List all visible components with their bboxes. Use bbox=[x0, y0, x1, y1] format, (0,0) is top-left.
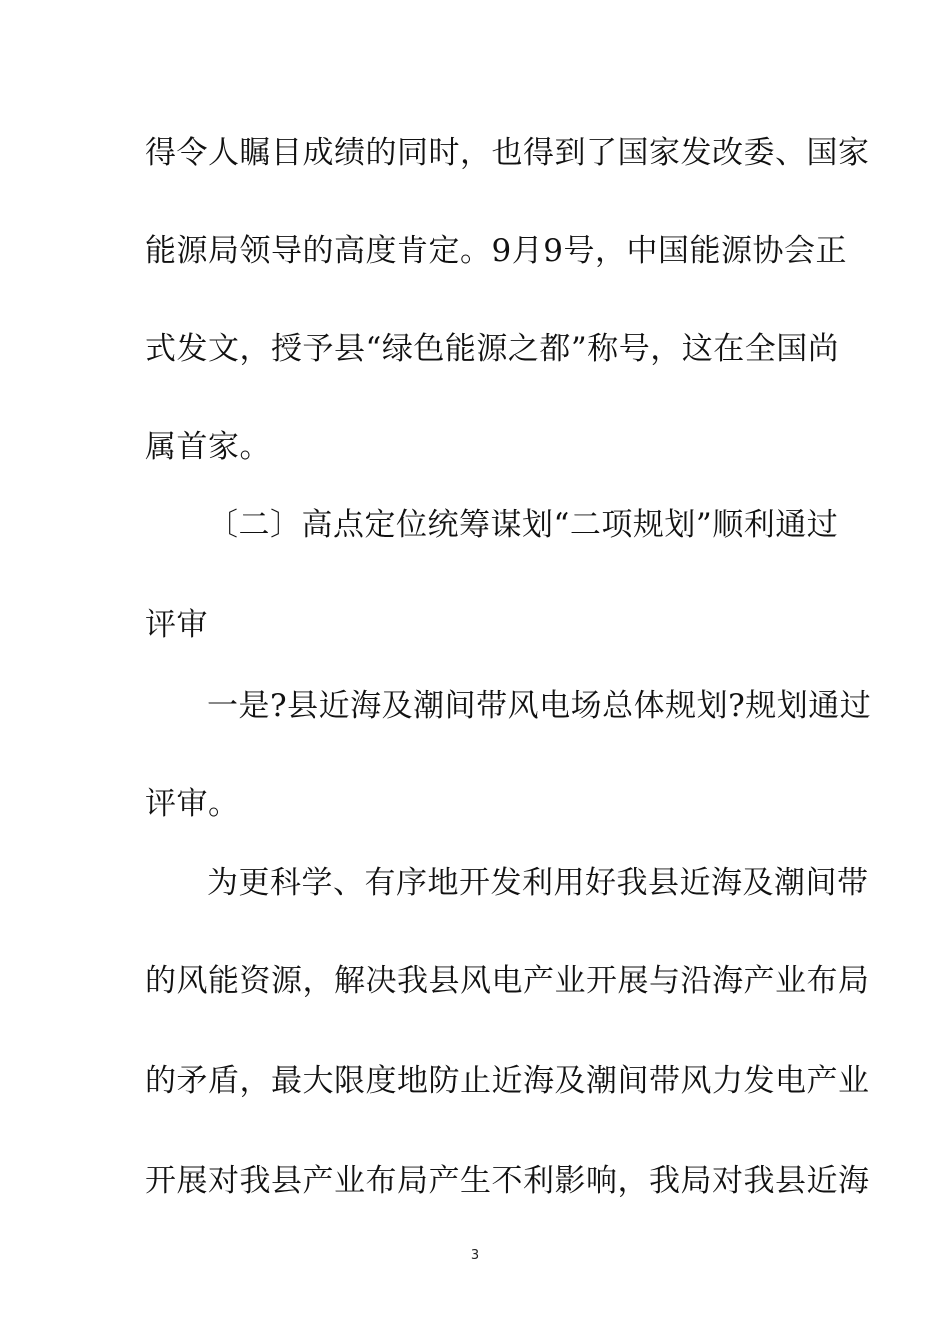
section-heading-line-1: 〔二〕高点定位统筹谋划“二项规划”顺利通过 bbox=[207, 507, 839, 543]
paragraph-2-line-4: 开展对我县产业布局产生不利影响，我局对我县近海 bbox=[145, 1163, 870, 1199]
paragraph-2-line-2: 的风能资源，解决我县风电产业开展与沿海产业布局 bbox=[145, 963, 870, 999]
paragraph-2-line-3: 的矛盾，最大限度地防止近海及潮间带风力发电产业 bbox=[145, 1063, 870, 1099]
paragraph-2-line-1: 为更科学、有序地开发利用好我县近海及潮间带 bbox=[207, 865, 869, 901]
paragraph-line-4: 属首家。 bbox=[145, 429, 271, 465]
subsection-line-2: 评审。 bbox=[145, 786, 240, 822]
page-number: 3 bbox=[470, 1248, 480, 1263]
paragraph-line-1: 得令人瞩目成绩的同时，也得到了国家发改委、国家 bbox=[145, 135, 870, 171]
paragraph-line-3: 式发文，授予县“绿色能源之都”称号，这在全国尚 bbox=[145, 331, 840, 367]
paragraph-line-2: 能源局领导的高度肯定。9月9号，中国能源协会正 bbox=[145, 233, 847, 269]
section-heading-line-2: 评审 bbox=[145, 607, 208, 643]
subsection-line-1: 一是?县近海及潮间带风电场总体规划?规划通过 bbox=[207, 688, 872, 724]
